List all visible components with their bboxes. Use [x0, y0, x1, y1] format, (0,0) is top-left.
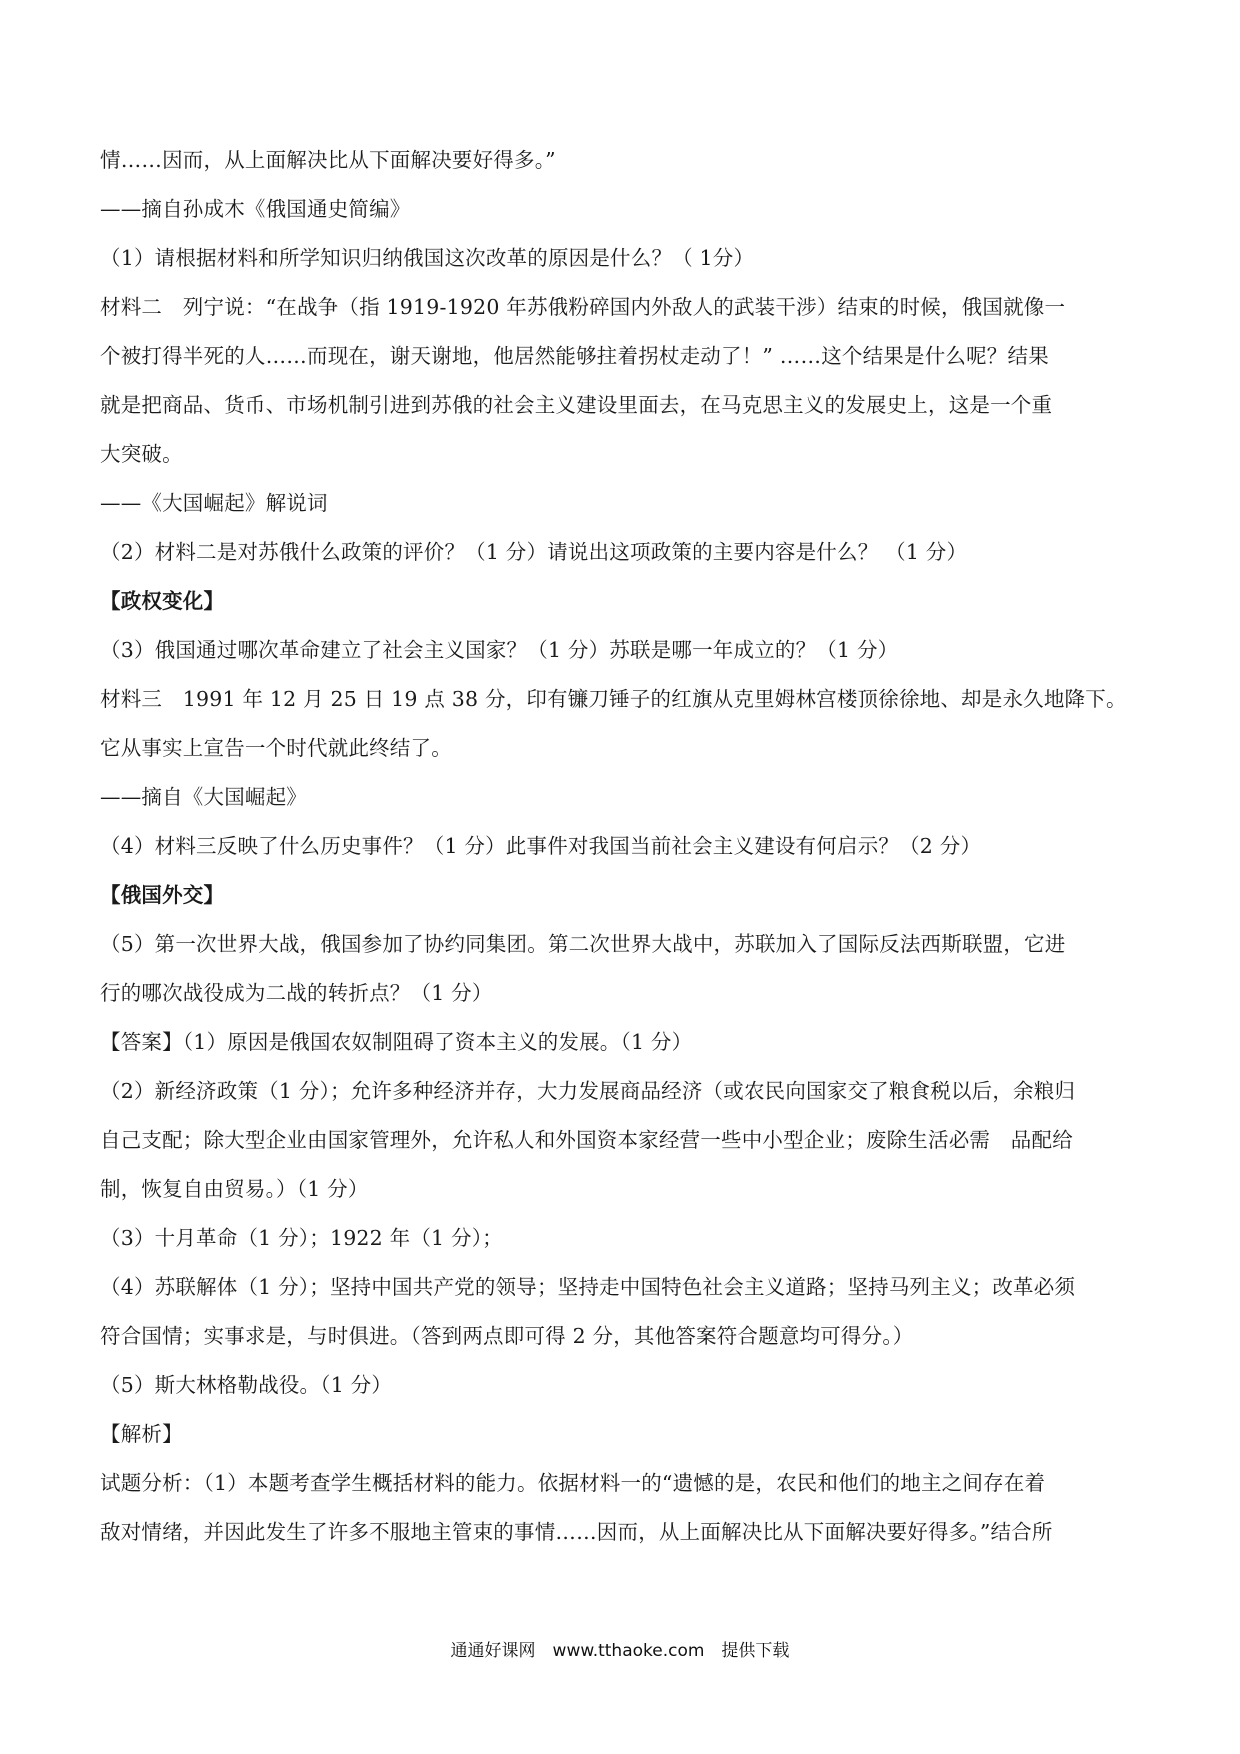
analysis-heading: 【解析】 — [100, 1422, 183, 1446]
question-5-line-2: 行的哪次战役成为二战的转折点？（1 分） — [100, 981, 493, 1005]
question-3: （3）俄国通过哪次革命建立了社会主义国家？（1 分）苏联是哪一年成立的？（1 分） — [100, 638, 899, 662]
answer-5: （5）斯大林格勒战役。（1 分） — [100, 1373, 393, 1397]
analysis-line-2: 敌对情绪，并因此发生了许多不服地主管束的事情……因而，从上面解决比从下面解决要好得多。”结合所 — [100, 1520, 1053, 1544]
page-footer: 通通好课网 www.tthaoke.com 提供下载 — [450, 1641, 790, 1661]
source-citation: ——摘自《大国崛起》 — [100, 785, 307, 809]
material-2-line-4: 大突破。 — [100, 442, 183, 466]
question-5-line-1: （5）第一次世界大战，俄国参加了协约同集团。第二次世界大战中，苏联加入了国际反法西斯联盟，它进 — [100, 932, 1066, 956]
material-3-line-2: 它从事实上宣告一个时代就此终结了。 — [100, 736, 452, 760]
material-3-line-1: 材料三 1991 年 12 月 25 日 19 点 38 分，印有镰刀锤子的红旗从克里姆林宫楼顶徐徐地、却是永久地降下。 — [100, 687, 1127, 711]
answer-4-line-2: 符合国情；实事求是，与时俱进。（答到两点即可得 2 分，其他答案符合题意均可得分。） — [100, 1324, 914, 1348]
answer-3: （3）十月革命（1 分）；1922 年（1 分）； — [100, 1226, 503, 1250]
question-4: （4）材料三反映了什么历史事件？（1 分）此事件对我国当前社会主义建设有何启示？（2 分） — [100, 834, 982, 858]
document-body — [100, 148, 1140, 1569]
answer-2-line-3: 制，恢复自由贸易。）（1 分） — [100, 1177, 369, 1201]
answer-4-line-1: （4）苏联解体（1 分）；坚持中国共产党的领导；坚持走中国特色社会主义道路；坚持马列主义；改革必须 — [100, 1275, 1076, 1299]
material-2-line-3: 就是把商品、货币、市场机制引进到苏俄的社会主义建设里面去，在马克思主义的发展史上，这是一个重 — [100, 393, 1053, 417]
source-citation: ——摘自孙成木《俄国通史简编》 — [100, 197, 411, 221]
section-heading-regime-change: 【政权变化】 — [100, 589, 225, 613]
source-citation: ——《大国崛起》解说词 — [100, 491, 328, 515]
question-2: （2）材料二是对苏俄什么政策的评价？（1 分）请说出这项政策的主要内容是什么？ （1 分） — [100, 540, 968, 564]
text-line: 情……因而，从上面解决比从下面解决要好得多。” — [100, 148, 556, 172]
material-2-line-2: 个被打得半死的人……而现在，谢天谢地，他居然能够拄着拐杖走动了！” ……这个结果是什么呢？结果 — [100, 344, 1049, 368]
section-heading-diplomacy: 【俄国外交】 — [100, 883, 225, 907]
answer-2-line-1: （2）新经济政策（1 分）；允许多种经济并存，大力发展商品经济（或农民向国家交了粮食税以后，余粮归 — [100, 1079, 1076, 1103]
answer-1: 【答案】（1）原因是俄国农奴制阻碍了资本主义的发展。（1 分） — [100, 1030, 693, 1054]
analysis-line-1: 试题分析：（1）本题考查学生概括材料的能力。依据材料一的“遗憾的是，农民和他们的地主之间存在着 — [100, 1471, 1046, 1495]
material-2-line-1: 材料二 列宁说：“在战争（指 1919-1920 年苏俄粉碎国内外敌人的武装干涉）结束的时候，俄国就像一 — [100, 295, 1066, 319]
question-1: （1）请根据材料和所学知识归纳俄国这次改革的原因是什么？（ 1分） — [100, 246, 755, 270]
answer-2-line-2: 自己支配；除大型企业由国家管理外，允许私人和外国资本家经营一些中小型企业；废除生活必需 品配给 — [100, 1128, 1073, 1152]
